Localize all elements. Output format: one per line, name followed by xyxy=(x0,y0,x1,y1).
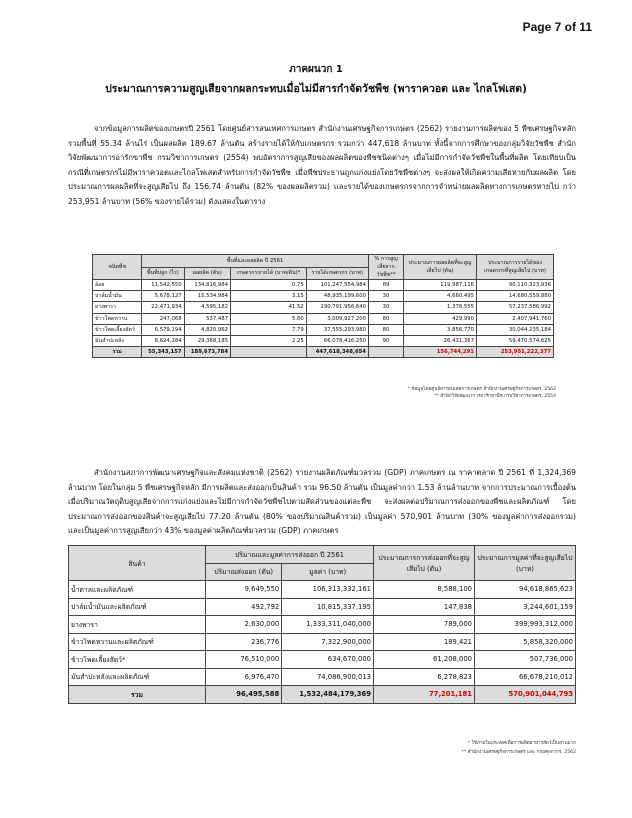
cell-value: 634,670,000 xyxy=(282,651,374,669)
col-loss-value-header: ประมาณการมูลค่าที่จะสูญเสียไป (บาท) xyxy=(475,546,576,581)
cell-qty: 2,630,000 xyxy=(206,616,282,634)
cell-value: 10,815,337,195 xyxy=(282,598,374,616)
cell-price: 5.60 xyxy=(231,313,307,324)
cell-qty: 6,976,470 xyxy=(206,668,282,686)
table-row xyxy=(69,598,576,616)
total-loss-output: 156,744,291 xyxy=(404,347,477,358)
table-row xyxy=(93,335,554,346)
cell-qty: 76,510,000 xyxy=(206,651,282,669)
table-row xyxy=(69,668,576,686)
cell-loss-value: 507,736,000 xyxy=(475,651,576,669)
cell-loss-output: 119,987,116 xyxy=(404,280,477,291)
col-value-header: มูลค่า (บาท) xyxy=(282,563,374,581)
col-group-header: พื้นที่และผลผลิต ปี 2561 xyxy=(142,255,369,268)
total-loss-value: 253,951,222,377 xyxy=(477,347,554,358)
table1-notes xyxy=(408,387,556,400)
cell-income: 3,009,927,200 xyxy=(306,313,368,324)
cell-loss-output: 26,431,367 xyxy=(404,335,477,346)
cell-product: ข้าวโพดเลี้ยงสัตว์* xyxy=(69,651,206,669)
cell-area: 5,678,127 xyxy=(142,291,184,302)
cell-area: 247,068 xyxy=(142,313,184,324)
cell-loss-qty: 147,838 xyxy=(374,598,475,616)
cell-output: 15,534,984 xyxy=(184,291,230,302)
table2-note-2: ** สำนักงานเศรษฐกิจการเกษตร และ กรมศุลกากร, 2562 xyxy=(461,750,576,755)
cell-price: 3.15 xyxy=(231,291,307,302)
crop-loss-table-body xyxy=(93,280,554,347)
cell-value: 106,313,332,161 xyxy=(282,581,374,599)
cell-pct: 80 xyxy=(369,324,404,335)
cell-income: 101,247,554,984 xyxy=(306,280,368,291)
cell-income: 66,078,416,250 xyxy=(306,335,368,346)
table1-note-2: ** สำนักวิจัยพัฒนาการอารักขาพืช กรมวิชาการเกษตร, 2554 xyxy=(434,393,556,399)
cell-loss-output: 4,660,495 xyxy=(404,291,477,302)
gdp-paragraph: สำนักงานสภาการพัฒนาเศรษฐกิจและสังคมแห่งชาติ (2562) รายงานผลิตภัณฑ์มวลรวม (GDP) ภาคเกษตร ณ ราคาตลาด ปี 2561 ที่ 1,324,369 ล้านบาท โดยในกลุ่ม 5 พืชเศรษฐกิจหลัก มีการผลิตและส่งออกเป็นสินค้า รวม 96.50 ล้านตัน เป็นมูลค่ากว่า 1.53 ล้านล้านบาท จากการประมาณการเบื้องต้น เมื่อปริมาณวัตถุดิบสูญเสียจากการแก่งแย่งและไม่มีการกำจัดวัชพืชไปตามสัดส่วนของแต่ละพืช จะส่งผลต่อปริมาณการส่งออกของพืชและผลิตภัณฑ์ โดยประมาณการส่งออกของสินค้าจะสูญเสียไป 77.20 ล้านตัน (80% ของปริมาณสินค้ารวม) เป็นมูลค่า 570,901 ล้านบาท (30% ของมูลค่าการส่งออกรวม) และเป็นมูลค่าการสูญเสียกว่า 43% ของมูลค่าผลิตภัณฑ์มวลรวม (GDP) ภาคเกษตร xyxy=(68,468,576,536)
cell-loss-value: 5,858,320,000 xyxy=(475,633,576,651)
cell-income: 48,935,199,600 xyxy=(306,291,368,302)
total-income: 447,618,348,654 xyxy=(306,347,368,358)
cell-income: 190,791,956,640 xyxy=(306,302,368,313)
col-loss-pct-header: % การสูญเสียจากวัชพืช** xyxy=(369,255,404,280)
table-row xyxy=(93,291,554,302)
cell-loss-output: 3,856,770 xyxy=(404,324,477,335)
cell-crop: มันสำปะหลัง xyxy=(93,335,142,346)
cell-pct: 89 xyxy=(369,280,404,291)
cell-area: 11,542,550 xyxy=(142,280,184,291)
cell-loss-output: 429,990 xyxy=(404,313,477,324)
total-price-empty xyxy=(231,347,307,358)
cell-loss-qty: 6,278,823 xyxy=(374,668,475,686)
cell-product: น้ำตาลและผลิตภัณฑ์ xyxy=(69,581,206,599)
cell-product: ปาล์มน้ำมันและผลิตภัณฑ์ xyxy=(69,598,206,616)
table2-notes xyxy=(462,739,576,757)
cell-value: 1,333,311,040,000 xyxy=(282,616,374,634)
cell-product: ยางพารา xyxy=(69,616,206,634)
table-row xyxy=(93,302,554,313)
col-loss-output-header: ประมาณการผลผลิตที่จะสูญเสียไป (ตัน) xyxy=(404,255,477,280)
col-area-header: พื้นที่ปลูก (ไร่) xyxy=(142,267,184,280)
cell-loss-qty: 61,208,000 xyxy=(374,651,475,669)
cell-income: 37,555,293,980 xyxy=(306,324,368,335)
col-income-header: รายได้เกษตรกร (บาท) xyxy=(306,267,368,280)
col-crop-header: ชนิดพืช xyxy=(93,255,142,280)
cell-qty: 236,776 xyxy=(206,633,282,651)
cell-crop: ปาล์มน้ำมัน xyxy=(93,291,142,302)
cell-loss-qty: 189,421 xyxy=(374,633,475,651)
cell-output: 4,595,182 xyxy=(184,302,230,313)
table-row xyxy=(69,616,576,634)
cell-pct: 80 xyxy=(369,313,404,324)
total-label: รวม xyxy=(93,347,142,358)
cell-output: 134,816,984 xyxy=(184,280,230,291)
cell-pct: 30 xyxy=(369,291,404,302)
cell-price: 2.25 xyxy=(231,335,307,346)
total-value: 1,532,484,179,369 xyxy=(282,686,374,704)
cell-pct: 90 xyxy=(369,335,404,346)
table1-note-1: * ข้อมูลโดยศูนย์สารสนเทศการเกษตร สำนักงานเศรษฐกิจการเกษตร, 2562 xyxy=(407,387,556,392)
cell-price: 41.52 xyxy=(231,302,307,313)
table-row xyxy=(69,633,576,651)
cell-product: ข้าวโพดหวานและผลิตภัณฑ์ xyxy=(69,633,206,651)
cell-loss-value: 94,618,865,623 xyxy=(475,581,576,599)
col-qty-header: ปริมาณส่งออก (ตัน) xyxy=(206,563,282,581)
cell-qty: 492,792 xyxy=(206,598,282,616)
cell-loss-output: 1,378,555 xyxy=(404,302,477,313)
intro-paragraph: จากข้อมูลการผลิตของเกษตรปี 2561 โดยศูนย์สารสนเทศการเกษตร สำนักงานเศรษฐกิจการเกษตร (2562) รายงานการผลิตของ 5 พืชเศรษฐกิจหลัก รวมพื้นที่ 55.34 ล้านไร่ เป็นผลผลิต 189.67 ล้านตัน สร้างรายได้ให้กับเกษตรกร รวมกว่า 447,618 ล้านบาท ทั้งนี้จากการศึกษาของกลุ่มวิจัยวัชพืช สำนักวิจัยพัฒนาการอารักขาพืช กรมวิชาการเกษตร (2554) พบอัตราการสูญเสียของผลผลิตของพืชชนิดต่างๆ เมื่อไม่มีการกำจัดวัชพืชในพื้นที่ผลิต โดยเทียบเป็นกรณีที่เกษตรกรไม่มีพาราควอตและไกลโฟเสตสำหรับการกำจัดวัชพืช เมื่อพืชประธานถูกแก่งแย่งโดยวัชพืชต่างๆ จะส่งผลให้เกิดความเสียหายกับผลผลิต โดยประมาณการผลผลิตที่จะสูญเสียไป ถึง 156.74 ล้านตัน (82% ของผลผลิตรวม) และรายได้ของเกษตรกรจากการจำหน่ายผลผลิตทางการเกษตรหายไป กว่า 253,951 ล้านบาท (56% ของรายได้รวม) ดังแสดงในตาราง xyxy=(68,124,576,206)
cell-loss-value: 57,237,586,992 xyxy=(477,302,554,313)
cell-crop: ยางพารา xyxy=(93,302,142,313)
cell-output: 4,820,962 xyxy=(184,324,230,335)
cell-pct: 30 xyxy=(369,302,404,313)
cell-area: 6,579,194 xyxy=(142,324,184,335)
cell-value: 7,322,900,000 xyxy=(282,633,374,651)
page-number: Page 7 of 11 xyxy=(522,20,592,34)
cell-loss-value: 399,993,312,000 xyxy=(475,616,576,634)
cell-crop: ข้าวโพดหวาน xyxy=(93,313,142,324)
cell-output: 29,368,185 xyxy=(184,335,230,346)
cell-crop: ข้าวโพดเลี้ยงสัตว์ xyxy=(93,324,142,335)
crop-loss-table xyxy=(92,254,554,358)
table-row xyxy=(93,280,554,291)
cell-price: 7.79 xyxy=(231,324,307,335)
cell-loss-value: 2,407,941,760 xyxy=(477,313,554,324)
cell-loss-qty: 8,588,100 xyxy=(374,581,475,599)
cell-area: 22,471,934 xyxy=(142,302,184,313)
cell-output: 537,487 xyxy=(184,313,230,324)
table-row xyxy=(69,651,576,669)
cell-price: 0.75 xyxy=(231,280,307,291)
document-title: ประมาณการความสูญเสียจากผลกระทบเมื่อไม่มีสารกำจัดวัชพืช (พาราควอต และ ไกลโฟเสต) xyxy=(105,83,527,95)
cell-loss-qty: 789,000 xyxy=(374,616,475,634)
total-loss-value: 570,901,044,793 xyxy=(475,686,576,704)
col-output-header: ผลผลิต (ตัน) xyxy=(184,267,230,280)
cell-loss-value: 66,678,210,012 xyxy=(475,668,576,686)
table-row xyxy=(69,581,576,599)
export-loss-table xyxy=(68,545,576,704)
table-total-row xyxy=(69,686,576,704)
cell-area: 8,624,284 xyxy=(142,335,184,346)
cell-loss-value: 3,244,601,159 xyxy=(475,598,576,616)
cell-loss-value: 59,470,574,625 xyxy=(477,335,554,346)
total-label: รวม xyxy=(69,686,206,704)
total-area: 55,343,157 xyxy=(142,347,184,358)
total-qty: 96,495,588 xyxy=(206,686,282,704)
cell-crop: อ้อย xyxy=(93,280,142,291)
table2-note-1: * ใช้ภายในประเทศเพื่อการผลิตอาหารสัตว์เป็นส่วนมาก xyxy=(467,741,576,746)
col-loss-qty-header: ประมาณการการส่งออกที่จะสูญเสียไป (ตัน) xyxy=(374,546,475,581)
cell-loss-value: 14,680,559,880 xyxy=(477,291,554,302)
cell-qty: 9,649,550 xyxy=(206,581,282,599)
table-total-row xyxy=(93,347,554,358)
col-loss-value-header: ประมาณการรายได้ของเกษตรกรที่สูญเสียไป (บาท) xyxy=(477,255,554,280)
total-output: 189,673,784 xyxy=(184,347,230,358)
cell-product: มันสำปะหลังและผลิตภัณฑ์ xyxy=(69,668,206,686)
col-price-header: เกษตรกรขายได้ (บาท/ตัน)* xyxy=(231,267,307,280)
total-loss-qty: 77,201,181 xyxy=(374,686,475,704)
col-export-group-header: ปริมาณและมูลค่าการส่งออก ปี 2561 xyxy=(206,546,374,564)
total-pct-empty xyxy=(369,347,404,358)
table-row xyxy=(93,313,554,324)
appendix-heading: ภาคผนวก 1 xyxy=(289,64,343,75)
export-loss-table-body xyxy=(69,581,576,686)
cell-value: 74,086,900,013 xyxy=(282,668,374,686)
cell-loss-value: 90,110,323,936 xyxy=(477,280,554,291)
table-row xyxy=(93,324,554,335)
cell-loss-value: 30,044,235,184 xyxy=(477,324,554,335)
col-product-header: สินค้า xyxy=(69,546,206,581)
